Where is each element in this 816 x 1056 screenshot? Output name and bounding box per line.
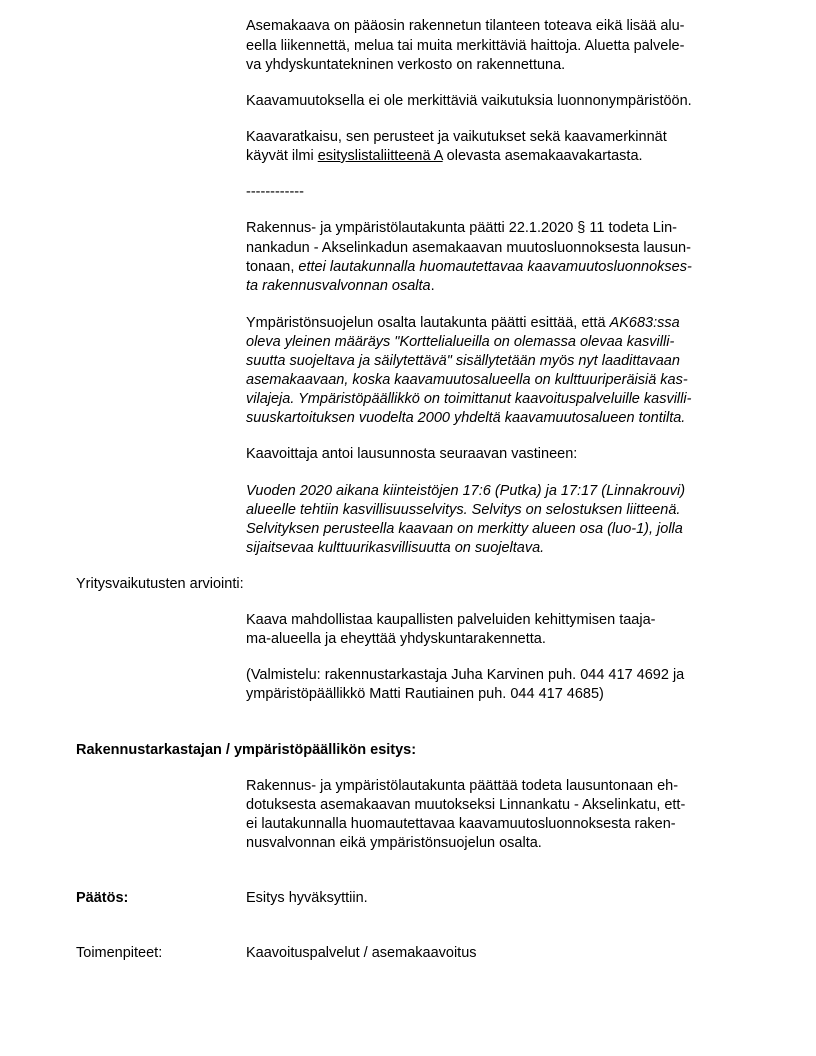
divider-dashes: ------------ bbox=[246, 184, 304, 200]
text-fragment-italic: ettei lautakunnalla huomautettavaa kaavamuutosluonnokses- bbox=[298, 259, 692, 275]
text-line: Kaavamuutoksella ei ole merkittäviä vaikutuksia luonnonympäristöön. bbox=[246, 93, 692, 109]
section-heading: Rakennustarkastajan / ympäristöpäällikön esitys: bbox=[76, 742, 417, 758]
text-line: sijaitsevaa kulttuurikasvillisuutta on suojeltava. bbox=[246, 540, 545, 556]
text-line: Kaavoittaja antoi lausunnosta seuraavan vastineen: bbox=[246, 446, 578, 462]
text-line: suutta suojeltava ja säilytettävä" sisällytetään myös nyt laadittavaan bbox=[246, 353, 680, 369]
text-line: Rakennus- ja ympäristölautakunta päättää todeta lausuntonaan eh- bbox=[246, 778, 679, 794]
text-line: asemakaavaan, koska kaavamuutosalueella on kulttuuriperäisiä kas- bbox=[246, 372, 688, 388]
text-line: oleva yleinen määräys "Korttelialueilla on olemassa olevaa kasvilli- bbox=[246, 334, 675, 350]
text-line: Kaavaratkaisu, sen perusteet ja vaikutukset sekä kaavamerkinnät bbox=[246, 129, 667, 145]
text-line: Selvityksen perusteella kaavaan on merkitty alueen osa (luo-1), jolla bbox=[246, 521, 683, 537]
section-label: Yritysvaikutusten arviointi: bbox=[76, 576, 244, 592]
text-line: Asemakaava on pääosin rakennetun tilanteen toteava eikä lisää alu- bbox=[246, 18, 685, 34]
paatos-label: Päätös: bbox=[76, 890, 129, 906]
text-line: nankadun - Akselinkadun asemakaavan muutosluonnoksesta lausun- bbox=[246, 240, 691, 256]
text-line: (Valmistelu: rakennustarkastaja Juha Karvinen puh. 044 417 4692 ja bbox=[246, 667, 685, 683]
text-line: Vuoden 2020 aikana kiinteistöjen 17:6 (Putka) ja 17:17 (Linnakrouvi) bbox=[246, 483, 686, 499]
text-line: ei lautakunnalla huomautettavaa kaavamuutosluonnoksesta raken- bbox=[246, 816, 676, 832]
text-line bbox=[246, 147, 643, 165]
paatos-value: Esitys hyväksyttiin. bbox=[246, 890, 368, 906]
text-line: nusvalvonnan eikä ympäristönsuojelun osalta. bbox=[246, 835, 542, 851]
toimenpiteet-label: Toimenpiteet: bbox=[76, 945, 163, 961]
text-line: eella liikennettä, melua tai muita merkittäviä haittoja. Aluetta palvele- bbox=[246, 38, 685, 54]
text-fragment-italic: ta rakennusvalvonnan osalta bbox=[246, 278, 431, 294]
text-line: Rakennus- ja ympäristölautakunta päätti 22.1.2020 § 11 todeta Lin- bbox=[246, 220, 677, 236]
toimenpiteet-value: Kaavoituspalvelut / asemakaavoitus bbox=[246, 945, 477, 961]
text-line bbox=[246, 277, 435, 295]
text-fragment: olevasta asemakaavakartasta. bbox=[442, 148, 643, 164]
text-fragment-italic: AK683:ssa bbox=[609, 315, 680, 331]
text-line bbox=[246, 314, 680, 332]
text-fragment: käyvät ilmi bbox=[246, 148, 318, 164]
text-fragment: Ympäristönsuojelun osalta lautakunta päätti esittää, että bbox=[246, 315, 610, 331]
text-fragment: . bbox=[430, 278, 435, 294]
text-line: alueelle tehtiin kasvillisuusselvitys. Selvitys on selostuksen liitteenä. bbox=[246, 502, 681, 518]
text-fragment: tonaan, bbox=[246, 259, 299, 275]
text-line: Kaava mahdollistaa kaupallisten palveluiden kehittymisen taaja- bbox=[246, 612, 656, 628]
text-line: ma-alueella ja eheyttää yhdyskuntarakennetta. bbox=[246, 631, 546, 647]
text-line: va yhdyskuntatekninen verkosto on rakennettuna. bbox=[246, 57, 566, 73]
text-line: vilajeja. Ympäristöpäällikkö on toimittanut kaavoituspalveluille kasvilli- bbox=[246, 391, 692, 407]
text-line bbox=[246, 258, 692, 276]
text-line: dotuksesta asemakaavan muutokseksi Linnankatu - Akselinkatu, ett- bbox=[246, 797, 686, 813]
attachment-link[interactable]: esityslistaliitteenä A bbox=[317, 148, 443, 164]
text-line: suuskartoituksen vuodelta 2000 yhdeltä kaavamuutosalueen tontilta. bbox=[246, 410, 686, 426]
text-line: ympäristöpäällikkö Matti Rautiainen puh. 044 417 4685) bbox=[246, 686, 604, 702]
